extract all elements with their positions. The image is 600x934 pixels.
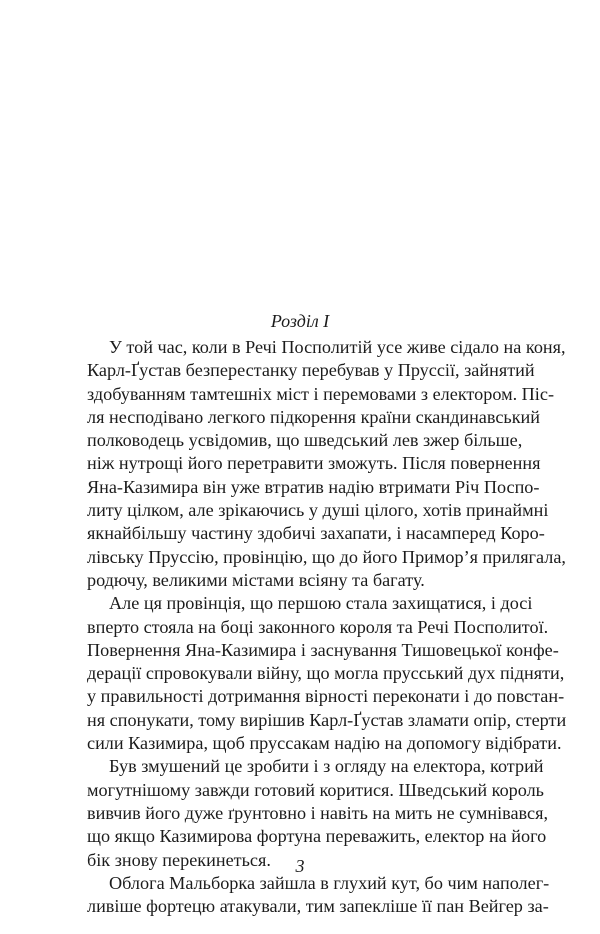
text-line: родючу, великими містами всіяну та багату. [87,569,425,590]
text-line: полководець усвідомив, що шведський лев зжер більше, [87,430,523,451]
text-line: Але ця провінція, що першою стала захищатися, і досі [109,593,533,614]
page-number: 3 [295,856,305,876]
text-line: Карл-Ґустав безперестанку перебував у Пруссії, зайнятий [87,360,535,381]
text-line: могутнішому завжди готовий коритися. Шведський король [87,779,544,800]
text-line: здобуванням тамтешніх міст і перемовами з електором. Піс- [87,383,554,404]
text-line: що якщо Казимирова фортуна переважить, електор на його [87,826,547,847]
text-line: бік знову перекинеться. [87,849,271,870]
paragraph [87,592,567,755]
text-line: У той час, коли в Речі Посполитій усе живе сідало на коня, [109,337,566,357]
text-line: Облога Мальборка зайшла в глухий кут, бо чим наполег- [109,872,550,893]
text-line: Повернення Яна-Казимира і заснування Тишовецької конфе- [87,639,559,660]
text-line: ля несподівано легкого підкорення країни скандинавський [87,406,541,427]
chapter-title: Розділ I [270,311,330,331]
text-line: сили Казимира, щоб пруссакам надію на допомогу відібрати. [87,733,562,754]
text-line: вивчив його дуже ґрунтовно і навіть на мить не сумнівався, [87,802,549,823]
text-line: ня спонукати, тому вирішив Карл-Ґустав зламати опір, стерти [87,709,567,730]
text-line: литу цілком, але зрікаючись у душі цілого, хотів принаймні [87,500,549,521]
paragraph [87,872,550,919]
text-line: ливіше фортецю атакували, тим запекліше її пан Вейгер за- [87,896,549,917]
body-text [87,336,567,918]
text-line: ніж нутрощі його перетравити зможуть. Після повернення [87,453,541,474]
text-line: у правильності дотримання вірності переконати і до повстан- [87,686,565,707]
paragraph [87,336,566,592]
text-line: Яна-Казимира він уже втратив надію втримати Річ Поспо- [87,476,540,497]
text-line: якнайбільшу частину здобичі захапати, і насамперед Коро- [87,523,545,544]
text-line: дерації спровокували війну, що могла прусський дух підняти, [87,663,565,684]
text-line: Був змушений це зробити і з огляду на електора, котрий [109,756,544,777]
text-line: вперто стояла на боці законного короля та Речі Посполитої. [87,616,549,637]
text-line: лівську Пруссію, провінцію, що до його Примор’я прилягала, [87,546,566,567]
